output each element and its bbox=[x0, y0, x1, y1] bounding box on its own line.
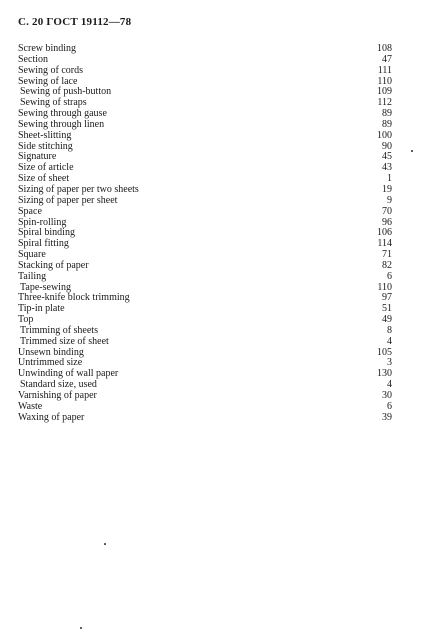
page-header: С. 20 ГОСТ 19112—78 bbox=[18, 16, 132, 28]
index-entry bbox=[18, 196, 392, 207]
index-page-number: 89 bbox=[382, 118, 392, 130]
index-term: Space bbox=[18, 205, 42, 217]
index-page-number: 51 bbox=[382, 303, 392, 315]
index-entry bbox=[18, 131, 392, 142]
index-term: Spiral binding bbox=[18, 227, 75, 239]
index-page-number: 9 bbox=[387, 194, 392, 206]
index-page-number: 6 bbox=[387, 270, 392, 282]
index-term: Stacking of paper bbox=[18, 259, 89, 271]
index-page-number: 45 bbox=[382, 151, 392, 163]
index-term: Size of article bbox=[18, 162, 74, 174]
index-page-number: 8 bbox=[387, 324, 392, 336]
index-term: Tip-in plate bbox=[18, 303, 65, 315]
index-term: Spin-rolling bbox=[18, 216, 67, 228]
index-page-number: 43 bbox=[382, 162, 392, 174]
index-page-number: 96 bbox=[382, 216, 392, 228]
index-term: Three-knife block trimming bbox=[18, 292, 130, 304]
index-page-number: 110 bbox=[377, 281, 392, 293]
index-entry bbox=[18, 272, 392, 283]
scan-speck bbox=[104, 543, 106, 545]
index-term: Spiral fitting bbox=[18, 238, 69, 250]
index-term: Unwinding of wall paper bbox=[18, 368, 119, 380]
index-page-number: 6 bbox=[387, 400, 392, 412]
scan-speck bbox=[411, 150, 413, 152]
index-term: Sizing of paper per sheet bbox=[18, 194, 118, 206]
index-page-number: 19 bbox=[382, 183, 392, 195]
index-term: Trimming of sheets bbox=[20, 324, 98, 336]
index-term: Trimmed size of sheet bbox=[20, 335, 109, 347]
index-entry bbox=[18, 413, 392, 424]
index-term: Square bbox=[18, 249, 46, 261]
index-page-number: 71 bbox=[382, 249, 392, 261]
scan-speck bbox=[80, 627, 82, 629]
index-entry bbox=[18, 337, 392, 348]
index-entry bbox=[18, 66, 392, 77]
index-term: Sewing of straps bbox=[20, 97, 87, 109]
index-page-number: 47 bbox=[382, 53, 392, 65]
index-term: Sewing of cords bbox=[18, 64, 83, 76]
index-page-number: 82 bbox=[382, 259, 392, 271]
index-term: Varnishing of paper bbox=[18, 390, 97, 401]
index-term: Signature bbox=[18, 151, 57, 163]
index-term: Tape-sewing bbox=[20, 281, 71, 293]
index-term: Untrimmed size bbox=[18, 357, 83, 369]
index-term: Waste bbox=[18, 400, 43, 412]
index-term: Size of sheet bbox=[18, 173, 70, 185]
index-entry bbox=[18, 207, 392, 218]
index-page-number: 100 bbox=[377, 129, 392, 141]
index-term: Waxing of paper bbox=[18, 411, 85, 423]
index-entry bbox=[18, 239, 392, 250]
index-page-number: 111 bbox=[377, 64, 392, 76]
index-page-number: 110 bbox=[377, 75, 392, 87]
index-page-number: 4 bbox=[387, 379, 392, 391]
index-page-number: 130 bbox=[377, 368, 392, 380]
index-entry bbox=[18, 44, 392, 55]
index-term: Tailing bbox=[18, 270, 47, 282]
index-term: Top bbox=[18, 314, 34, 326]
index-entry bbox=[18, 391, 392, 402]
index-page-number: 49 bbox=[382, 314, 392, 326]
index-entry bbox=[18, 228, 392, 239]
index-page-number: 39 bbox=[382, 411, 392, 423]
index-list bbox=[18, 44, 392, 424]
index-page-number: 1 bbox=[387, 173, 392, 185]
index-page-number: 97 bbox=[382, 292, 392, 304]
index-page-number: 109 bbox=[377, 86, 392, 98]
index-page-number: 89 bbox=[382, 108, 392, 120]
index-term: Screw binding bbox=[18, 43, 77, 54]
index-term: Sewing of push-button bbox=[20, 86, 112, 98]
index-term: Sizing of paper per two sheets bbox=[18, 183, 139, 195]
index-term: Sewing through linen bbox=[18, 118, 105, 130]
index-entry bbox=[18, 152, 392, 163]
index-page-number: 3 bbox=[387, 357, 392, 369]
index-page-number: 106 bbox=[377, 227, 392, 239]
index-page-number: 70 bbox=[382, 205, 392, 217]
index-term: Unsewn binding bbox=[18, 346, 84, 358]
index-term: Sewing through gause bbox=[18, 108, 107, 120]
index-entry bbox=[18, 293, 392, 304]
index-page-number: 30 bbox=[382, 390, 392, 401]
index-entry bbox=[18, 304, 392, 315]
index-term: Sewing of lace bbox=[18, 75, 78, 87]
index-page-number: 4 bbox=[387, 335, 392, 347]
index-entry bbox=[18, 261, 392, 272]
index-entry bbox=[18, 163, 392, 174]
index-page-number: 105 bbox=[377, 346, 392, 358]
index-page-number: 114 bbox=[377, 238, 392, 250]
index-entry bbox=[18, 120, 392, 131]
index-term: Section bbox=[18, 53, 48, 65]
index-page-number: 108 bbox=[377, 43, 392, 54]
index-entry bbox=[18, 142, 392, 153]
index-term: Sheet-slitting bbox=[18, 129, 72, 141]
index-page-number: 112 bbox=[377, 97, 392, 109]
index-page-number: 90 bbox=[382, 140, 392, 152]
index-term: Side stitching bbox=[18, 140, 73, 152]
index-term: Standard size, used bbox=[20, 379, 97, 391]
